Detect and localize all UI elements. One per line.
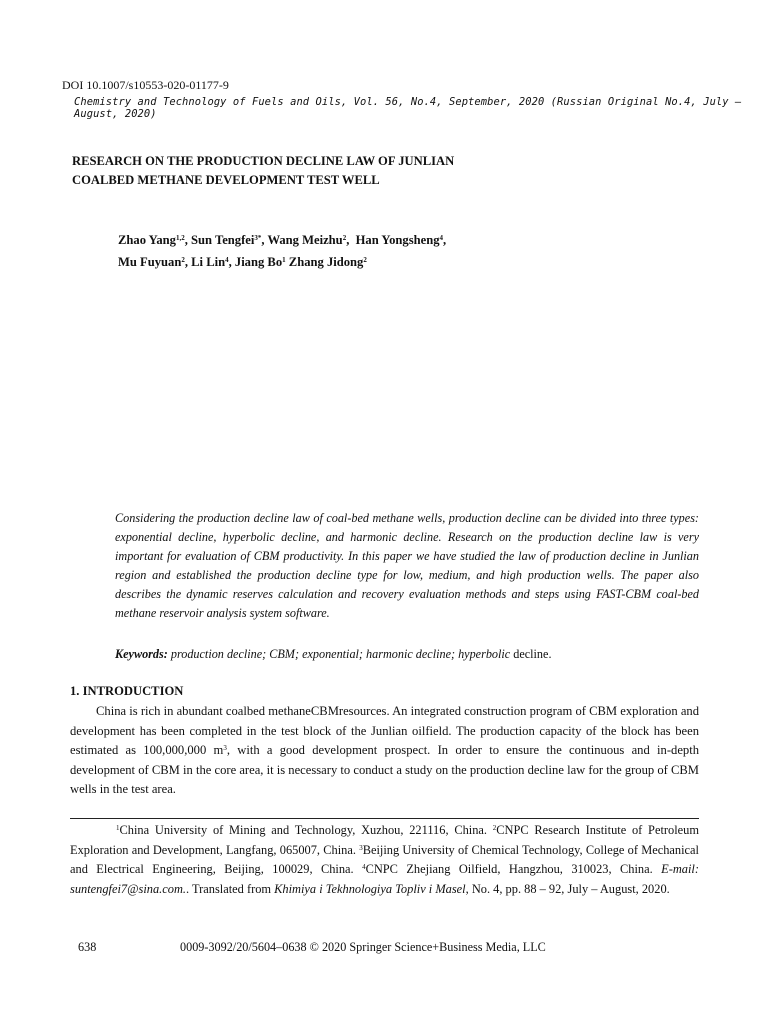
keywords-tail: decline. bbox=[510, 647, 552, 661]
affiliation-number: 2 bbox=[492, 824, 497, 832]
affiliation-text: Beijing University of Chemical Technology, College of Mechanical and Electrical Engineering, Beijing, 100029, China. bbox=[70, 842, 699, 877]
copyright-line: 0009-3092/20/5604–0638 © 2020 Springer Science+Business Media, LLC bbox=[180, 940, 546, 954]
author-separator: , bbox=[443, 233, 447, 247]
author-separator: , bbox=[184, 255, 192, 269]
author-line-2 bbox=[118, 251, 446, 273]
author-line-1 bbox=[118, 229, 446, 251]
author-affiliation: 2 bbox=[181, 256, 185, 264]
author-name: Jiang Bo bbox=[234, 255, 283, 269]
author-affiliation: 1,2 bbox=[175, 234, 185, 242]
affiliation-number: 3 bbox=[359, 843, 363, 852]
affiliations-footnote bbox=[70, 821, 699, 899]
keywords-label: Keywords: bbox=[115, 647, 168, 661]
translation-note: . Translated from bbox=[186, 881, 275, 896]
affiliation-text: CNPC Zhejiang Oilfield, Hangzhou, 310023, China. bbox=[365, 862, 662, 877]
page-number: 638 bbox=[78, 940, 97, 954]
title-line-1: RESEARCH ON THE PRODUCTION DECLINE LAW OF JUNLIAN bbox=[72, 154, 455, 168]
affiliation-number: 4 bbox=[362, 863, 366, 872]
keywords bbox=[115, 646, 699, 662]
introduction-body bbox=[70, 702, 699, 800]
affiliation-text: CNPC Research Institute of Petroleum Exploration and Development, Langfang, 065007, China. bbox=[70, 823, 699, 857]
journal-citation: Chemistry and Technology of Fuels and Oils, Vol. 56, No.4, September, 2020 (Russian Original No.4, July – August, 2020) bbox=[74, 96, 742, 120]
author-separator: , bbox=[228, 255, 235, 269]
footnote-paragraph bbox=[70, 821, 699, 899]
author-name: Zhao Yang bbox=[118, 233, 176, 247]
author-affiliation: 2 bbox=[342, 234, 347, 242]
author-name: Mu Fuyuan bbox=[118, 255, 182, 269]
source-details: , No. 4, pp. 88 – 92, July – August, 2020. bbox=[465, 881, 670, 896]
author-separator: , bbox=[346, 233, 356, 247]
keywords-list: production decline; CBM; exponential; harmonic decline; hyperbolic bbox=[167, 647, 511, 661]
intro-text-part-b: , with a good development prospect. In order to ensure the continuous and in-depth development of CBM in the core area, it is necessary to conduct a study on the production decline law for the group of CBM wells in the test area. bbox=[70, 743, 700, 796]
affiliation-text: China University of Mining and Technology, Xuzhou, 221116, China. bbox=[119, 823, 493, 837]
author-affiliation: 4 bbox=[225, 256, 229, 264]
footnote-divider bbox=[70, 818, 699, 819]
author-name: Sun Tengfei bbox=[191, 233, 255, 247]
intro-text-part-a: China is rich in abundant coalbed methaneCBMresources. An integrated construction program of CBM exploration and development has been completed in the test block of the Junlian oilfield. The production capacity of the block has been estimated as 100,000,000 m bbox=[70, 704, 699, 757]
author-separator: , bbox=[184, 233, 192, 247]
introduction-paragraph bbox=[70, 702, 699, 800]
superscript-3: 3 bbox=[223, 744, 227, 752]
section-heading-introduction: 1. INTRODUCTION bbox=[70, 684, 184, 698]
affiliation-number: 1 bbox=[116, 824, 120, 832]
author-affiliation: 3* bbox=[254, 234, 262, 242]
paper-title bbox=[72, 152, 454, 190]
source-journal: Khimiya i Tekhnologiya Topliv i Masel bbox=[274, 881, 466, 896]
title-line-2: COALBED METHANE DEVELOPMENT TEST WELL bbox=[72, 173, 380, 187]
author-name: Han Yongsheng bbox=[355, 233, 440, 247]
author-affiliation: 1 bbox=[282, 256, 286, 264]
author-name: Zhang Jidong bbox=[288, 255, 364, 269]
email-address[interactable]: E-mail: suntengfei7@sina.com. bbox=[70, 862, 699, 896]
author-name: Wang Meizhu bbox=[267, 233, 343, 247]
abstract-text: Considering the production decline law of coal-bed methane wells, production decline can be divided into three types: exponential decline, hyperbolic decline, and harmonic decline. Research on the production decline law is very important for evaluation of CBM productivity. In this paper we have studied the law of production decline in Junlian region and established the production decline type for low, medium, and high production wells. The paper also describes the dynamic reserves calculation and recovery evaluation methods and steps using FAST-CBM coal-bed methane reservoir analysis system software. bbox=[115, 511, 699, 620]
author-affiliation: 4 bbox=[439, 234, 444, 242]
author-separator: , bbox=[261, 233, 268, 247]
doi: DOI 10.1007/s10553-020-01177-9 bbox=[62, 78, 229, 92]
author-name: Li Lin bbox=[191, 255, 226, 269]
author-affiliation: 2 bbox=[363, 256, 367, 264]
author-list bbox=[118, 229, 446, 273]
